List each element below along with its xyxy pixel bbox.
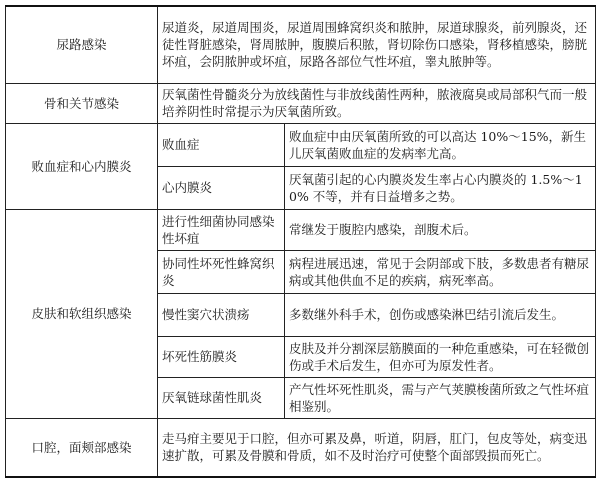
- subcategory-sepsis: 败血症: [158, 123, 285, 166]
- table-row: [6, 418, 596, 477]
- description-chronic-ulcer: 多数继外科手术，创伤或感染淋巴结引流后发生。: [285, 293, 596, 336]
- table-container: [5, 5, 595, 476]
- description-synergistic-cellulitis: 病程进展迅速，常见于会阴部或下肢，多数患者有糖尿病或其他供血不足的疾病，病死率高。: [285, 250, 596, 293]
- category-urinary: 尿路感染: [6, 6, 158, 83]
- subcategory-progressive-gangrene: 进行性细菌协同感染性坏疽: [158, 209, 285, 250]
- description-urinary: 尿道炎，尿道周围炎，尿道周围蜂窝织炎和脓肿，尿道球腺炎，前列腺炎，还徒性肾脏感染，肾周脓肿，腹膜后积脓，肾切除伤口感染，肾移植感染，膀胱坏疽，会阴脓肿或坏疽，尿路各部位气性坏疽，睾丸脓肿等。: [158, 6, 596, 83]
- category-sepsis-endocarditis: 败血症和心内膜炎: [6, 123, 158, 209]
- category-oral-facial: 口腔，面颊部感染: [6, 418, 158, 477]
- description-sepsis: 败血症中由厌氧菌所致的可以高达 10%～15%，新生儿厌氧菌败血症的发病率尤高。: [285, 123, 596, 166]
- description-bone-joint: 厌氧菌性骨髓炎分为放线菌性与非放线菌性两种，脓液腐臭或局部积气而一般培养阴性时常提示为厌氧菌所致。: [158, 83, 596, 123]
- category-bone-joint: 骨和关节感染: [6, 83, 158, 123]
- subcategory-chronic-ulcer: 慢性窦穴状溃疡: [158, 293, 285, 336]
- description-oral-facial: 走马疳主要见于口腔，但亦可累及鼻，听道，阴唇，肛门，包皮等处，病变迅速扩散，可累及骨膜和骨质，如不及时治疗可使整个面部毁损而死亡。: [158, 418, 596, 477]
- anaerobic-infections-table: [5, 5, 596, 478]
- table-row: [6, 6, 596, 83]
- subcategory-synergistic-cellulitis: 协同性坏死性蜂窝织炎: [158, 250, 285, 293]
- description-progressive-gangrene: 常继发于腹腔内感染，剖腹术后。: [285, 209, 596, 250]
- description-necrotizing-fasciitis: 皮肤及并分割深层筋膜面的一种危重感染，可在轻微创伤或手术后发生，但亦可为原发性者。: [285, 336, 596, 377]
- description-endocarditis: 厌氧菌引起的心内膜炎发生率占心内膜炎的 1.5%～10% 不等，并有日益增多之势。: [285, 166, 596, 209]
- subcategory-necrotizing-fasciitis: 坏死性筋膜炎: [158, 336, 285, 377]
- table-row: [6, 123, 596, 166]
- table-row: [6, 83, 596, 123]
- subcategory-streptococcal-myositis: 厌氧链球菌性肌炎: [158, 377, 285, 418]
- subcategory-endocarditis: 心内膜炎: [158, 166, 285, 209]
- category-skin-soft-tissue: 皮肤和软组织感染: [6, 209, 158, 418]
- description-streptococcal-myositis: 产气性坏死性肌炎，需与产气荚膜梭菌所致之气性坏疽相鉴别。: [285, 377, 596, 418]
- table-row: [6, 209, 596, 250]
